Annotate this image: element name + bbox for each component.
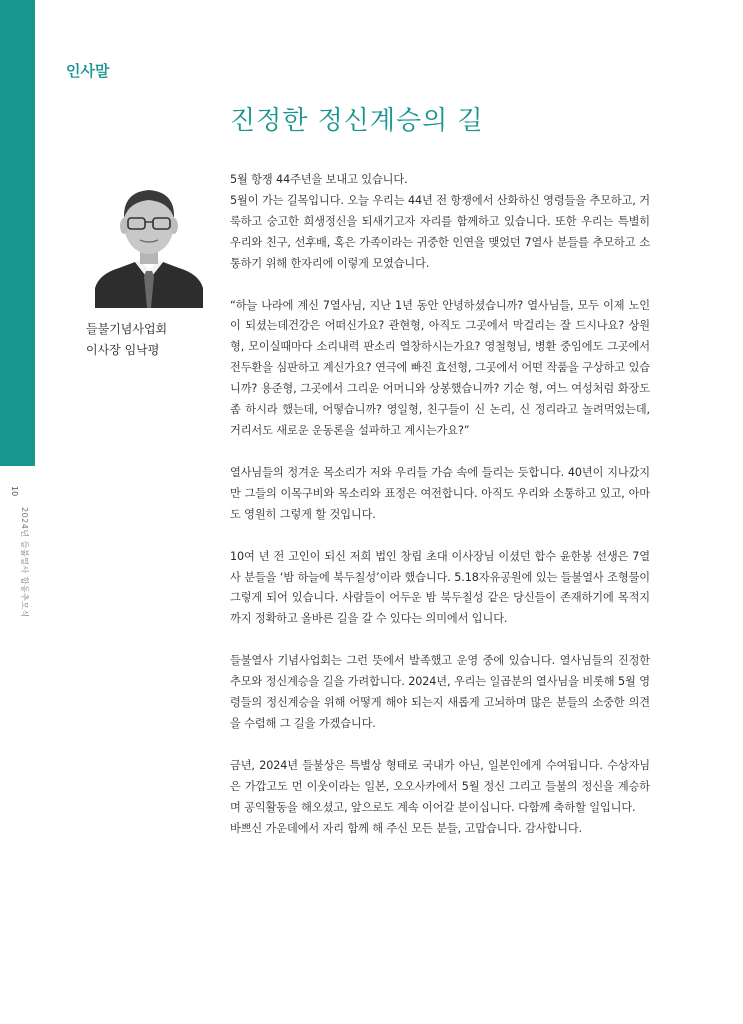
section-label: 인사말 — [66, 62, 110, 80]
paragraph: 금년, 2024년 들불상은 특별상 형태로 국내가 아닌, 일본인에게 수여됩니다. 수상자님은 가깝고도 먼 이웃이라는 일본, 오오사카에서 5월 정신 그리고 들불의 정신을 계승하며 공익활동을 해오셨고, 앞으로도 계속 이어갈 분이십니다. 다함께 축하할 일입니다. 바쁘신 가운데에서 자리 함께 해 주신 모든 분들, 고맙습니다. 감사합니다. — [230, 758, 650, 835]
paragraph: 들불열사 기념사업회는 그런 뜻에서 발족했고 운영 중에 있습니다. 열사님들의 진정한 추모와 정신계승을 길을 가려합니다. 2024년, 우리는 일곱분의 열사님을 비롯해 5월 영령들의 정신계승을 위해 어떻게 해야 되는지 새롭게 고뇌하며 많은 분들의 소중한 의견을 수렴해 그 길을 가겠습니다. — [230, 654, 650, 730]
paragraph: “하늘 나라에 계신 7열사님, 지난 1년 동안 안녕하셨습니까? 열사님들, 모두 이제 노인이 되셨는데건강은 어떠신가요? 관현형, 아직도 그곳에서 막걸리는 잘 드시나요? 상원형, 모이실때마다 소리내력 판소리 열창하시는가요? 영철형님, 병환 중임에도 그곳에서 전두환을 심판하고 계신가요? 연극에 빠진 효선형, 그곳에서 어떤 작품을 구상하고 있습니까? 용준형, 그곳에서 그리운 어머니와 상봉했습니까? 기순 형, 여느 여성처럼 화장도 좀 하시라 했는데, 어떻습니까? 영일형, 친구들이 신 논리, 신 정리라고 놀려먹었는데, 거리서도 새로운 운동론을 설파하고 계시는가요?” — [230, 298, 650, 437]
running-title: 2024년 들불열사 합동추모식 — [20, 507, 29, 618]
author-organization: 들불기념사업회 — [86, 322, 168, 336]
author-portrait — [95, 176, 203, 308]
side-color-bar — [0, 0, 35, 466]
page-title: 진정한 정신계승의 길 — [230, 106, 484, 136]
paragraph: 열사님들의 정겨운 목소리가 저와 우리들 가슴 속에 들리는 듯합니다. 40년이 지나갔지만 그들의 이목구비와 목소리와 표정은 여전합니다. 아직도 우리와 소통하고 있고, 아마도 영원히 그렇게 할 것입니다. — [230, 465, 650, 521]
page-number: 10 — [10, 486, 19, 497]
author-credit — [86, 319, 167, 361]
paragraph: 10여 년 전 고인이 되신 저희 법인 창립 초대 이사장님 이셨던 합수 윤한봉 선생은 7열사 분들을 ‘밤 하늘에 북두칠성’이라 했습니다. 5.18자유공원에 있는 들불열사 조형물이 그렇게 되어 있습니다. 사람들이 어두운 밤 북두칠성 같은 당신들이 존재하기에 목적지까지 정확하고 올바른 길을 갈 수 있다는 의미에서 입니다. — [230, 549, 650, 626]
author-name: 이사장 임낙평 — [86, 343, 160, 357]
greeting-body — [230, 170, 650, 839]
paragraph: 5월 항쟁 44주년을 보내고 있습니다. 5월이 가는 길목입니다. 오늘 우리는 44년 전 항쟁에서 산화하신 영령들을 추모하고, 거룩하고 숭고한 희생정신을 되새기고자 자리를 함께하고 있습니다. 또한 우리는 특별히 우리와 친구, 선후배, 혹은 가족이라는 귀중한 인연을 맺었던 7열사 분들를 추모하고 소통하기 위해 한자리에 이렇게 모였습니다. — [230, 173, 650, 270]
